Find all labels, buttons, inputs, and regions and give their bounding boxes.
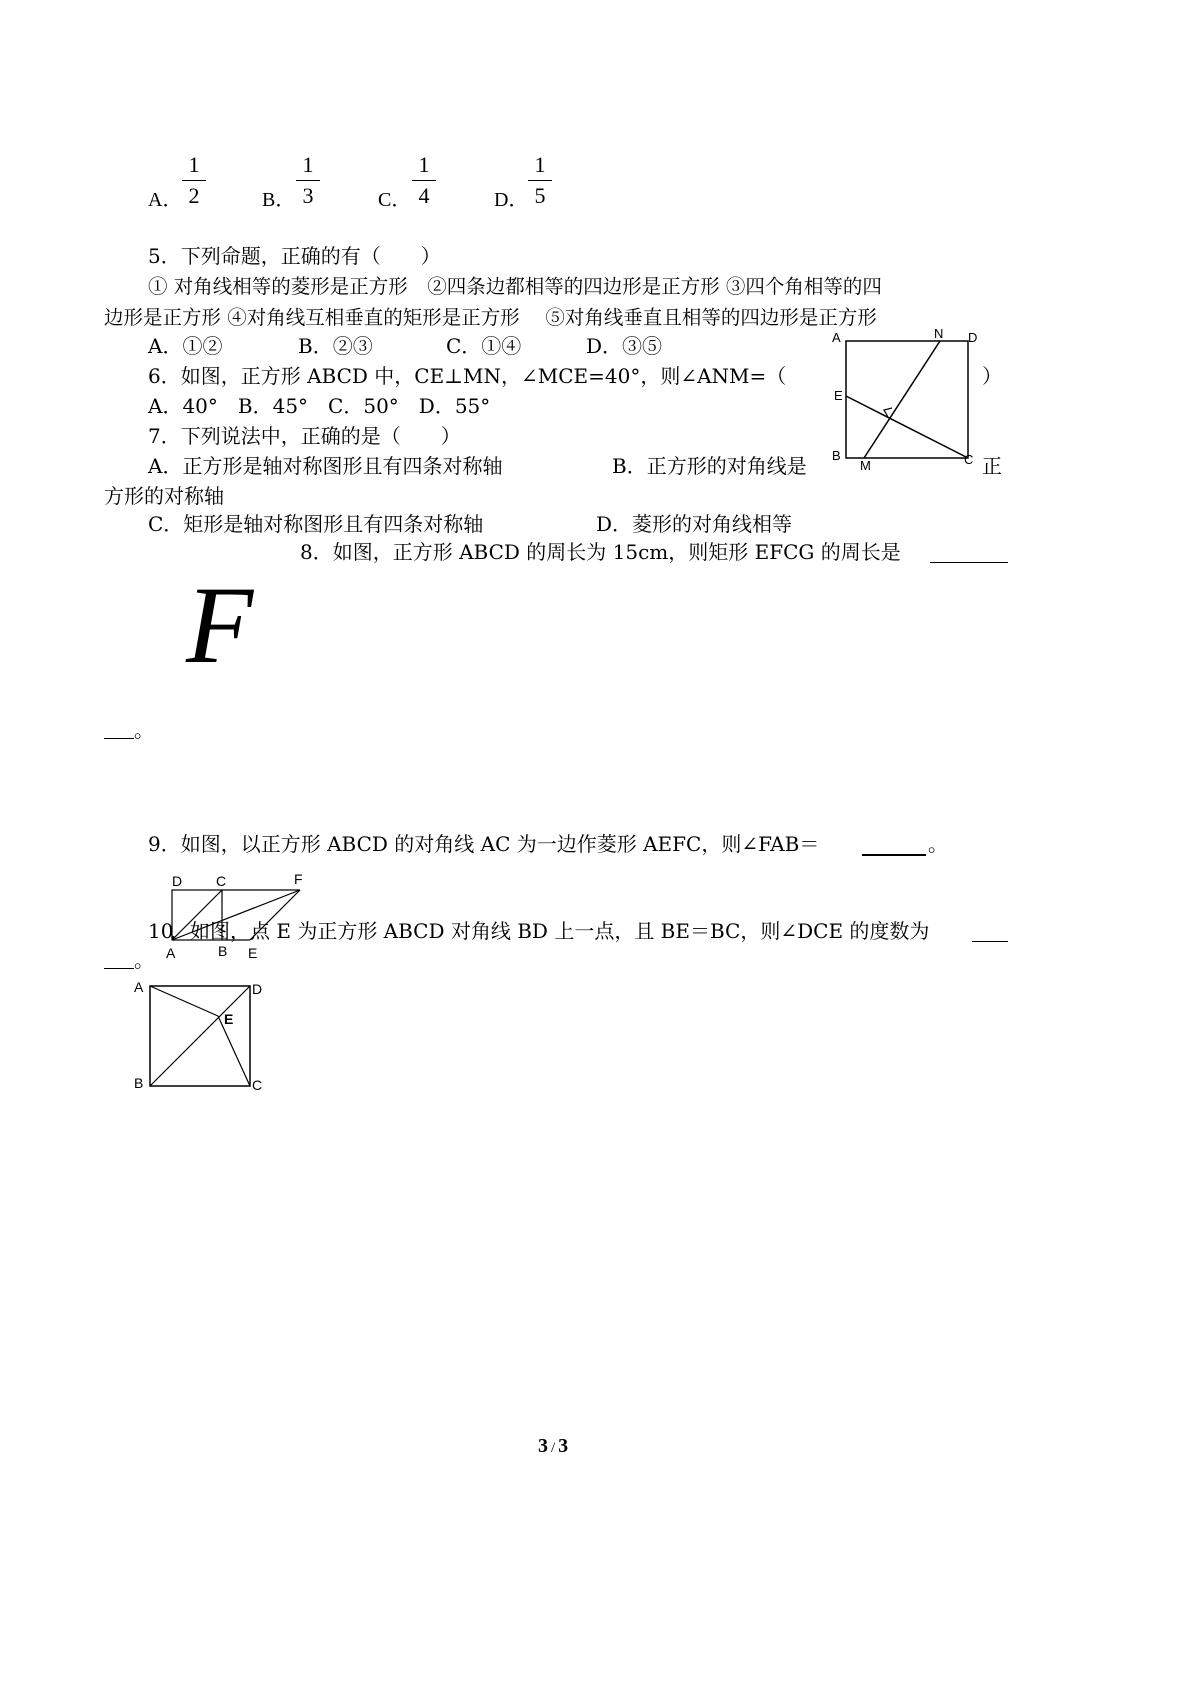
q9-label-d: D	[172, 873, 183, 889]
q10-stem: ．如图，点 E 为正方形 ABCD 对角线 BD 上一点，且 BE＝BC，则∠DCE 的度数为	[170, 919, 930, 943]
q8-answer-blank	[930, 542, 1008, 563]
q6-options: A．40° B．45° C．50° D．55°	[148, 394, 491, 418]
q10-end: 。	[134, 948, 154, 972]
q6-label-m: M	[860, 458, 871, 473]
q5-option-c: C．①④	[446, 334, 522, 358]
q10-label-d: D	[252, 981, 263, 997]
q10-answer-blank-cont	[104, 948, 134, 969]
q6-label-e: E	[834, 388, 843, 403]
q6-label-b: B	[832, 448, 841, 463]
q6-square	[846, 341, 968, 458]
q10-diagonal-bd	[150, 986, 250, 1086]
q6-line-ce	[846, 396, 968, 458]
q9-stem: 9．如图，以正方形 ABCD 的对角线 AC 为一边作菱形 AEFC，则∠FAB＝	[148, 832, 820, 856]
q10-answer-blank	[972, 921, 1008, 942]
q5-line1: ① 对角线相等的菱形是正方形 ②四条边都相等的四边形是正方形 ③四个角相等的四	[148, 275, 882, 298]
q5-line2: 边形是正方形 ④对角线互相垂直的矩形是正方形 ⑤对角线垂直且相等的四边形是正方形	[104, 306, 877, 329]
q8-big-letter: F	[186, 564, 254, 686]
q7-option-a: A．正方形是轴对称图形且有四条对称轴	[148, 454, 503, 478]
q4-option-c-letter: C．	[378, 189, 412, 211]
q6-label-c: C	[964, 452, 974, 467]
q5-stem: 5．下列命题，正确的有（ ）	[148, 244, 441, 268]
q9-label-f: F	[294, 871, 303, 887]
q7-option-c: C．矩形是轴对称图形且有四条对称轴	[148, 512, 484, 536]
q10-label-b: B	[134, 1075, 144, 1091]
q4-option-b-fraction: 1 3	[296, 154, 320, 207]
q6-label-a: A	[832, 330, 841, 345]
q10-label-e: E	[224, 1011, 234, 1027]
page-number: 3 / 3	[538, 1435, 569, 1457]
q9-label-a: A	[166, 945, 176, 961]
q7-option-b: B．正方形的对角线是	[612, 454, 807, 478]
q10-number: 10	[148, 919, 174, 943]
q6-stem: 6．如图，正方形 ABCD 中，CE⊥MN，∠MCE=40°，则∠ANM=（	[148, 364, 787, 388]
q10-line-ae	[150, 986, 218, 1016]
q10-label-c: C	[252, 1077, 263, 1093]
q7-option-d: D．菱形的对角线相等	[596, 512, 793, 536]
q7-stem: 7．下列说法中，正确的是（ ）	[148, 424, 461, 448]
q9-end: 。	[928, 832, 948, 856]
q9-label-c: C	[216, 873, 227, 889]
q10-line-ec	[218, 1016, 250, 1086]
q6-label-d: D	[968, 330, 978, 345]
q5-option-b: B．②③	[298, 334, 373, 358]
q6-close-paren: ）	[982, 364, 1002, 388]
q6-line-mn	[864, 341, 940, 458]
q9-answer-blank	[862, 834, 926, 856]
q5-option-d: D．③⑤	[586, 334, 663, 358]
q5-option-a: A．①②	[148, 334, 223, 358]
q4-option-a-fraction: 1 2	[182, 154, 206, 207]
q8-answer-blank-cont	[104, 718, 134, 739]
q4-option-d-letter: D．	[494, 189, 529, 211]
q8-end: 。	[134, 718, 154, 742]
q4-option-d-fraction: 1 5	[528, 154, 552, 207]
q9-label-e: E	[248, 945, 258, 961]
q4-option-c-fraction: 1 4	[412, 154, 436, 207]
q7-option-b-cont: 方形的对称轴	[104, 484, 224, 508]
q10-figure	[130, 972, 270, 1097]
q6-figure	[830, 324, 990, 474]
q9-figure	[160, 870, 320, 962]
q8-stem: 8．如图，正方形 ABCD 的周长为 15cm，则矩形 EFCG 的周长是	[300, 540, 901, 564]
q6-label-n: N	[934, 326, 944, 341]
q10-label-a: A	[134, 979, 144, 995]
q9-label-b: B	[218, 943, 228, 959]
q4-option-b-letter: B．	[262, 189, 296, 211]
q4-option-a-letter: A．	[148, 189, 183, 211]
q7-option-b-tail: 正	[982, 454, 1002, 478]
